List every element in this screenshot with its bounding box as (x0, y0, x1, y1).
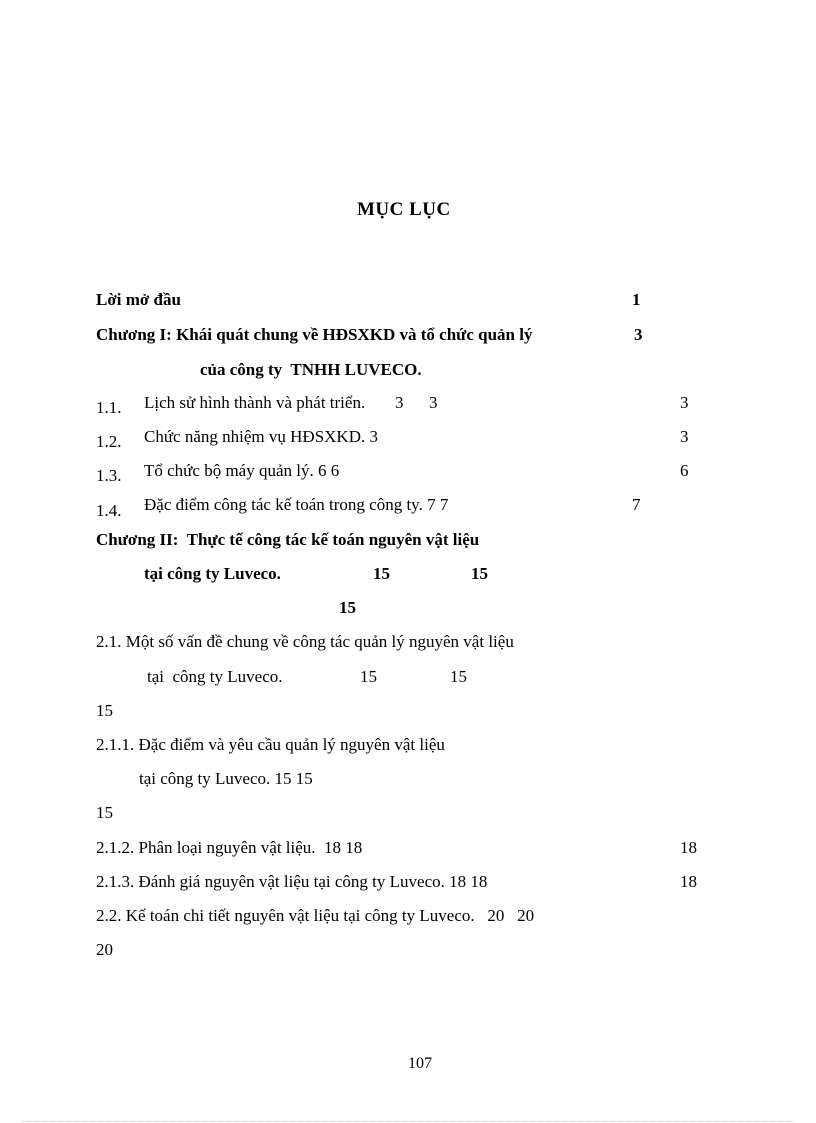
toc-2-1-1-line2[interactable]: tại công ty Luveco. 15 15 (139, 769, 313, 788)
toc-1-2-text[interactable]: Chức năng nhiệm vụ HĐSXKD. 3 (144, 427, 378, 446)
toc-2-1-page-3: 15 (96, 701, 113, 720)
toc-1-4-text[interactable]: Đặc điểm công tác kế toán trong công ty. 7 7 (144, 495, 449, 514)
toc-2-1-1-page-3: 15 (96, 803, 113, 822)
toc-1-1-number: 1.1. (96, 398, 122, 417)
toc-2-1-line1[interactable]: 2.1. Một số vấn đề chung về công tác quản lý nguyên vật liệu (96, 632, 514, 651)
toc-2-2-page-3: 20 (96, 940, 113, 959)
toc-1-3-number: 1.3. (96, 466, 122, 485)
toc-chapter1-page: 3 (634, 325, 643, 344)
toc-1-1-text[interactable]: Lịch sử hình thành và phát triển. 3 3 (144, 393, 438, 412)
toc-2-1-line2[interactable]: tại công ty Luveco. (147, 667, 283, 686)
toc-2-1-1-line1[interactable]: 2.1.1. Đặc điểm và yêu cầu quản lý nguyên vật liệu (96, 735, 445, 754)
toc-chapter1-line2[interactable]: của công ty TNHH LUVECO. (200, 360, 422, 379)
toc-1-3-page: 6 (680, 461, 689, 480)
toc-1-2-number: 1.2. (96, 432, 122, 451)
toc-intro-page: 1 (632, 290, 641, 309)
toc-2-1-2-page: 18 (680, 838, 697, 857)
toc-2-1-page-1: 15 (360, 667, 377, 686)
toc-2-1-page-2: 15 (450, 667, 467, 686)
toc-2-1-2-text[interactable]: 2.1.2. Phân loại nguyên vật liệu. 18 18 (96, 838, 363, 857)
toc-1-2-page: 3 (680, 427, 689, 446)
toc-intro-label[interactable]: Lời mở đầu (96, 290, 181, 309)
page-bottom-border (22, 1121, 794, 1122)
toc-chapter2-page-2: 15 (471, 564, 488, 583)
toc-2-1-3-page: 18 (680, 872, 697, 891)
page-title: MỤC LỤC (357, 199, 451, 220)
toc-1-3-text[interactable]: Tổ chức bộ máy quản lý. 6 6 (144, 461, 340, 480)
toc-chapter2-line2[interactable]: tại công ty Luveco. (144, 564, 281, 583)
toc-chapter2-page-1: 15 (373, 564, 390, 583)
toc-chapter2-page-3: 15 (339, 598, 356, 617)
toc-1-1-page: 3 (680, 393, 689, 412)
toc-2-1-3-text[interactable]: 2.1.3. Đánh giá nguyên vật liệu tại công ty Luveco. 18 18 (96, 872, 488, 891)
toc-chapter1-line1[interactable]: Chương I: Khái quát chung về HĐSXKD và tổ chức quản lý (96, 325, 533, 344)
page-number: 107 (408, 1055, 432, 1072)
toc-1-4-number: 1.4. (96, 501, 122, 520)
toc-2-2-text[interactable]: 2.2. Kế toán chi tiết nguyên vật liệu tại công ty Luveco. 20 20 (96, 906, 535, 925)
toc-1-4-page: 7 (632, 495, 641, 514)
toc-chapter2-line1[interactable]: Chương II: Thực tế công tác kế toán nguyên vật liệu (96, 530, 480, 549)
